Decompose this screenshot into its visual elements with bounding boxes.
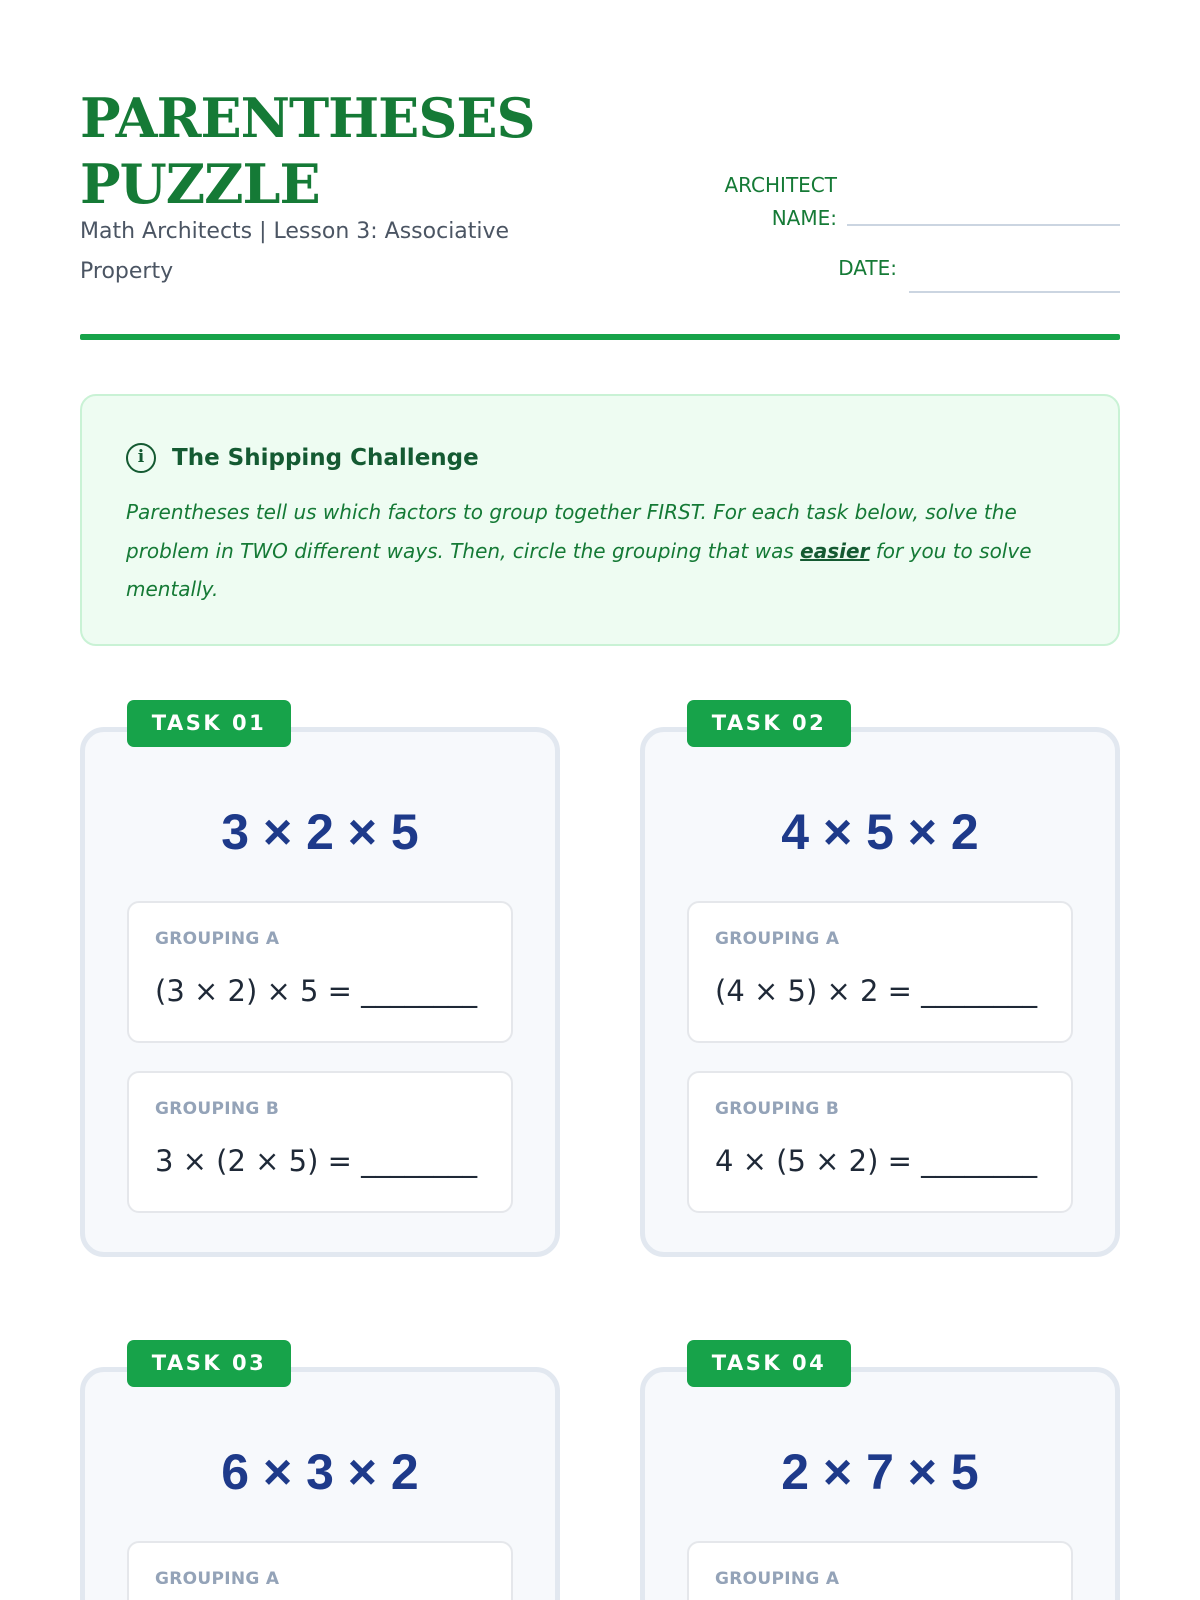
grouping-a-label: GROUPING A — [715, 1569, 840, 1589]
task-card — [80, 711, 560, 1257]
grouping-a-equation[interactable]: (4 × 5) × 2 = ________ — [715, 974, 1038, 1008]
info-circle-icon: i — [126, 443, 156, 473]
instructions-text — [126, 493, 1076, 609]
grouping-a-box — [687, 1541, 1073, 1600]
page-title: PARENTHESES PUZZLE — [80, 86, 535, 216]
task-tag: TASK 03 — [127, 1340, 291, 1387]
grouping-b-equation[interactable]: 4 × (5 × 2) = ________ — [715, 1144, 1038, 1178]
task-tag: TASK 02 — [687, 700, 851, 747]
grouping-b-box — [127, 1071, 513, 1213]
worksheet-header — [80, 85, 1120, 343]
task-expression: 3 × 2 × 5 — [221, 804, 419, 860]
instructions-title: The Shipping Challenge — [172, 445, 479, 471]
grouping-a-box — [127, 1541, 513, 1600]
grouping-a-box — [127, 901, 513, 1043]
grouping-b-label: GROUPING B — [715, 1099, 840, 1119]
grouping-b-equation[interactable]: 3 × (2 × 5) = ________ — [155, 1144, 478, 1178]
instructions-box — [80, 394, 1120, 646]
task-card — [640, 1351, 1120, 1600]
instructions-text-part2: for you to solve mentally. — [126, 538, 1032, 601]
task-expression: 4 × 5 × 2 — [781, 804, 979, 860]
date-field[interactable] — [909, 291, 1120, 293]
grouping-b-box — [687, 1071, 1073, 1213]
page-subtitle: Math Architects | Lesson 3: Associative Property — [80, 219, 510, 284]
grouping-a-label: GROUPING A — [715, 929, 840, 949]
task-expression: 6 × 3 × 2 — [221, 1444, 419, 1500]
task-card — [80, 1351, 560, 1600]
task-expression: 2 × 7 × 5 — [781, 1444, 979, 1500]
grouping-a-label: GROUPING A — [155, 929, 280, 949]
date-label: DATE: — [838, 256, 897, 280]
grouping-a-label: GROUPING A — [155, 1569, 280, 1589]
task-tag: TASK 04 — [687, 1340, 851, 1387]
name-label-line2: NAME: — [771, 206, 837, 230]
instructions-text-part1: Parentheses tell us which factors to group together FIRST. For each task below, solve the problem in TWO different ways. Then, circle the grouping that was — [126, 500, 1017, 563]
name-label-line1: ARCHITECT — [724, 173, 837, 197]
task-tag: TASK 01 — [127, 700, 291, 747]
task-card — [640, 711, 1120, 1257]
instructions-emphasis: easier — [800, 538, 870, 563]
grouping-a-equation[interactable]: (3 × 2) × 5 = ________ — [155, 974, 478, 1008]
grouping-a-box — [687, 901, 1073, 1043]
header-divider — [80, 334, 1120, 340]
grouping-b-label: GROUPING B — [155, 1099, 280, 1119]
name-field[interactable] — [847, 224, 1120, 226]
